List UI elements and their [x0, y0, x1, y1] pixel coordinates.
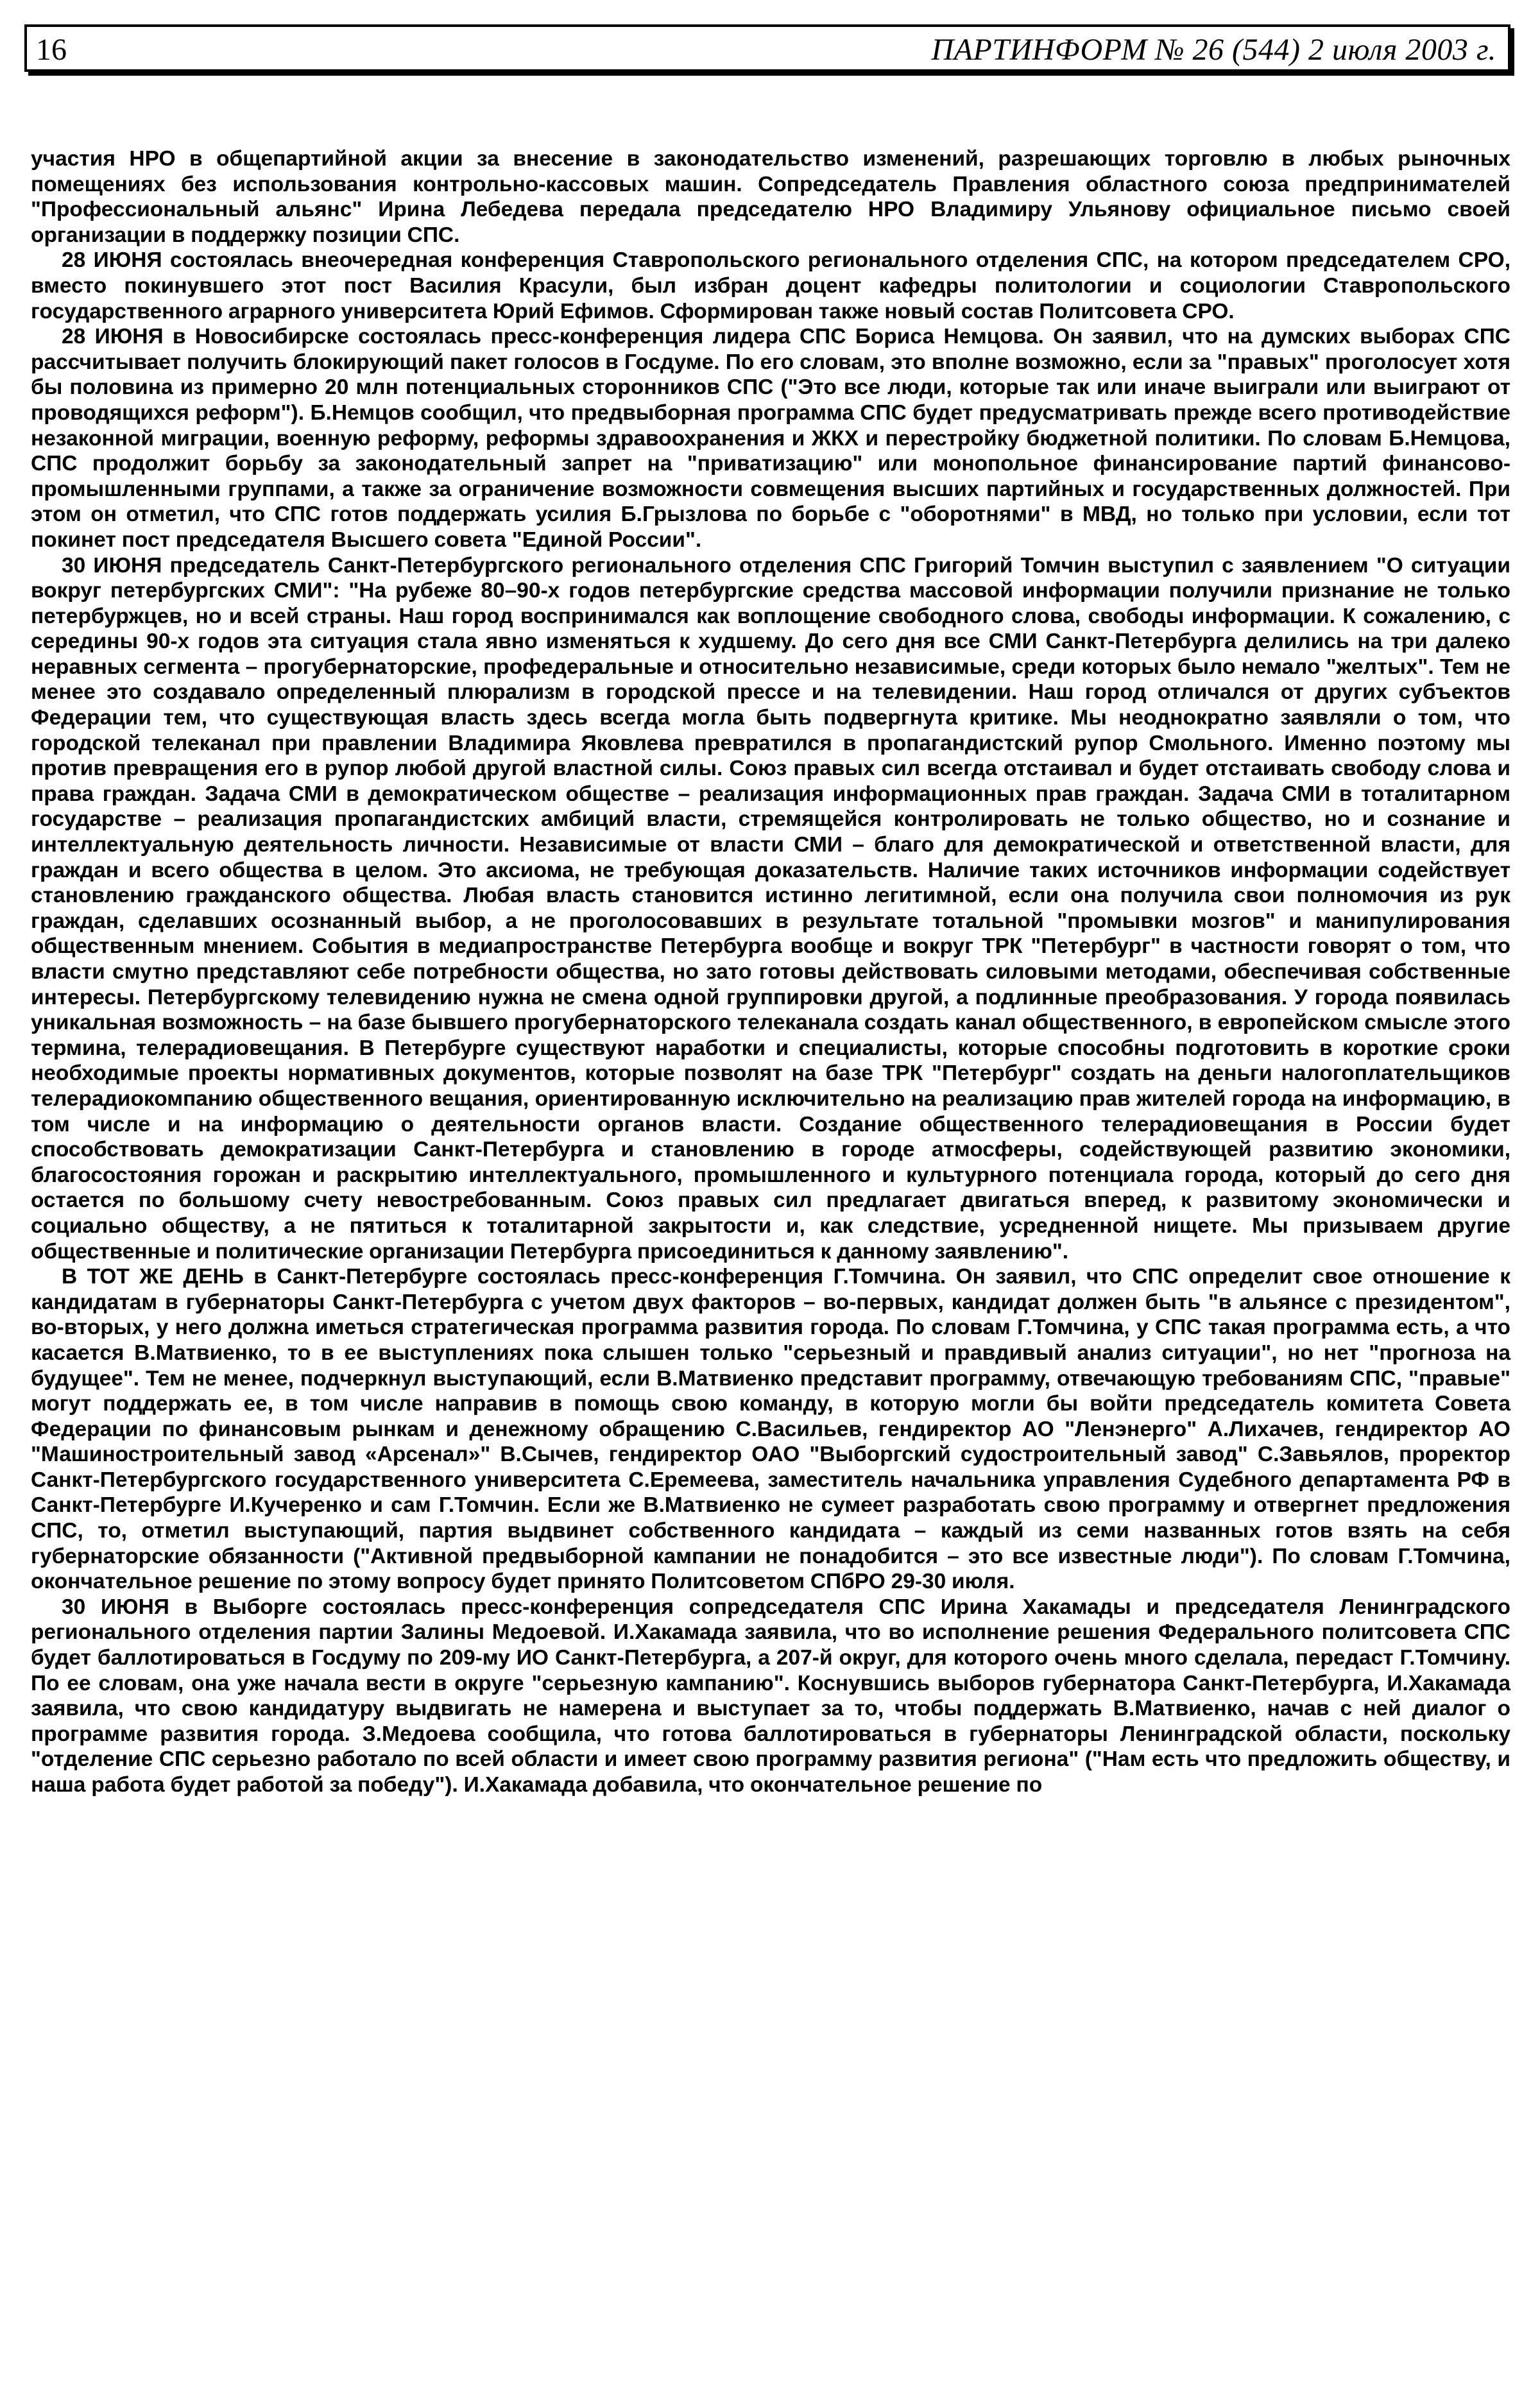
- paragraph-text: в Выборге состоялась пресс-конференция сопредседателя СПС Ирина Хакамады и председателя Ленинградского регионального отделения партии Залины Медоевой. И.Хакамада заявила, что во исполнение решения Федерального политсовета СПС будет баллотироваться в Госдуму по 209-му ИО Санкт-Петербурга, а 207-й округ, для которого очень много сделала, передаст Г.Томчину. По ее словам, она уже начала вести в округе "серьезную кампанию". Коснувшись выборов губернатора Санкт-Петербурга, И.Хакамада заявила, что свою кандидатуру выдвигать не намерена и выступает за то, чтобы поддержать В.Матвиенко, начав с ней диалог о программе развития города. З.Медоева сообщила, что готова баллотироваться в губернаторы Ленинградской области, поскольку "отделение СПС серьезно работало по всей области и имеет свою программу развития региона" ("Нам есть что предложить обществу, и наша работа будет работой за победу"). И.Хакамада добавила, что окончательное решение по: [31, 1595, 1510, 1797]
- paragraph: [31, 324, 1510, 553]
- page-number: 16: [36, 33, 67, 67]
- paragraph-text: председатель Санкт-Петербургского регионального отделения СПС Григорий Томчин выступил с заявлением "О ситуации вокруг петербургских СМИ": "На рубеже 80–90-х годов петербургские средства массовой информации получили признание не только петербуржцев, но и всей страны. Наш город воспринимался как воплощение свободного слова, свободы информации. К сожалению, с середины 90-х годов эта ситуация стала явно изменяться к худшему. До сего дня все СМИ Санкт-Петербурга делились на три далеко неравных сегмента – прогубернаторские, профедеральные и относительно независимые, среди которых было немало "желтых". Тем не менее это создавало определенный плюрализм в городской прессе и на телевидении. Наш город отличался от других субъектов Федерации тем, что существующая власть здесь всегда могла быть подвергнута критике. Мы неоднократно заявляли о том, что городской телеканал при правлении Владимира Яковлева превратился в пропагандистский рупор Смольного. Именно поэтому мы против превращения его в рупор любой другой властной силы. Союз правых сил всегда отстаивал и будет отстаивать свободу слова и права граждан. Задача СМИ в демократическом обществе – реализация информационных прав граждан. Задача СМИ в тоталитарном государстве – реализация пропагандистских амбиций власти, стремящейся контролировать не только общество, но и сознание и интеллектуальную деятельность личности. Независимые от власти СМИ – благо для демократической и ответственной власти, для граждан и всего общества в целом. Это аксиома, не требующая доказательств. Наличие таких источников информации содействует становлению гражданского общества. Любая власть становится истинно легитимной, если она получила свои полномочия из рук граждан, сделавших осознанный выбор, а не проголосовавших в результате тотальной "промывки мозгов" и манипулирования общественным мнением. События в медиапространстве Петербурга вообще и вокруг ТРК "Петербург" в частности говорят о том, что власти смутно представляют себе потребности общества, но зато готовы действовать силовыми методами, обеспечивая собственные интересы. Петербургскому телевидению нужна не смена одной группировки другой, а подлинные преобразования. У города появилась уникальная возможность – на базе бывшего прогубернаторского телеканала создать канал общественного, в европейском смысле этого термина, телерадиовещания. В Петербурге существуют наработки и специалисты, которые способны подготовить в короткие сроки необходимые проекты нормативных документов, которые позволят на базе ТРК "Петербург" создать на деньги налогоплательщиков телерадиокомпанию общественного вещания, ориентированную исключительно на реализацию прав жителей города на информацию, в том числе и на информацию о деятельности органов власти. Создание общественного телерадиовещания в России будет способствовать демократизации Санкт-Петербурга и становлению в городе атмосферы, содействующей развитию экономики, благосостояния горожан и раскрытию интеллектуального, промышленного и культурного потенциала города, который до сего дня остается по большому счету невостребованным. Союз правых сил предлагает двигаться вперед, к развитому экономически и социально обществу, а не пятиться к тоталитарной закрытости и, как следствие, усредненной нищете. Мы призываем другие общественные и политические организации Петербурга присоединиться к данному заявлению".: [31, 553, 1511, 1264]
- paragraph-lead: 28 ИЮНЯ: [62, 248, 162, 273]
- paragraph-lead: 30 ИЮНЯ: [62, 553, 162, 578]
- paragraph-text: в Новосибирске состоялась пресс-конференция лидера СПС Бориса Немцова. Он заявил, что на думских выборах СПС рассчитывает получить блокирующий пакет голосов в Госдуме. По его словам, это вполне возможно, если за "правых" проголосует хотя бы половина из примерно 20 млн потенциальных сторонников СПС ("Это все люди, которые так или иначе выиграли или выиграют от проводящихся реформ"). Б.Немцов сообщил, что предвыборная программа СПС будет предусматривать прежде всего противодействие незаконной миграции, военную реформу, реформы здравоохранения и ЖКХ и перестройку бюджетной политики. По словам Б.Немцова, СПС продолжит борьбу за законодательный запрет на "приватизацию" или монопольное финансирование партий финансово-промышленными группами, а также за ограничение возможности совмещения высших партийных и государственных должностей. При этом он отметил, что СПС готов поддержать усилия Б.Грызлова по борьбе с "оборотнями" в МВД, но только при условии, если тот покинет пост председателя Высшего совета "Единой России".: [31, 325, 1510, 552]
- paragraph-lead: 28 ИЮНЯ: [62, 325, 164, 349]
- paragraph-text: участия НРО в общепартийной акции за внесение в законодательство изменений, разрешающих торговлю в любых рыночных помещениях без использования контрольно-кассовых машин. Сопредседатель Правления областного союза предпринимателей "Профессиональный альянс" Ирина Лебедева передала председателю НРО Владимиру Ульянову официальное письмо своей организации в поддержку позиции СПС.: [31, 147, 1510, 247]
- page-header: [24, 24, 1510, 72]
- paragraph: [31, 1264, 1510, 1595]
- paragraph-lead: В ТОТ ЖЕ ДЕНЬ: [62, 1265, 244, 1289]
- newspaper-page: [24, 24, 1514, 2360]
- paragraph: [31, 248, 1510, 324]
- paragraph: [31, 146, 1510, 248]
- paragraph-lead: 30 ИЮНЯ: [62, 1595, 169, 1619]
- paragraph: [31, 553, 1510, 1265]
- paragraph-text: состоялась внеочередная конференция Ставропольского регионального отделения СПС, на котором председателем СРО, вместо покинувшего этот пост Василия Красули, был избран доцент кафедры политологии и социологии Ставропольского государственного аграрного университета Юрий Ефимов. Сформирован также новый состав Политсовета СРО.: [31, 248, 1511, 323]
- article-body: [24, 146, 1514, 1798]
- paragraph-text: в Санкт-Петербурге состоялась пресс-конференция Г.Томчина. Он заявил, что СПС определит свое отношение к кандидатам в губернаторы Санкт-Петербурга с учетом двух факторов – во-первых, кандидат должен быть "в альянсе с президентом", во-вторых, у него должна иметься стратегическая программа развития города. По словам Г.Томчина, у СПС такая программа есть, а что касается В.Матвиенко, то в ее выступлениях пока слышен только "серьезный и правдивый анализ ситуации", но нет "прогноза на будущее". Тем не менее, подчеркнул выступающий, если В.Матвиенко представит программу, отвечающую требованиям СПС, "правые" могут поддержать ее, в том числе направив в помощь свою команду, в которую могли бы войти председатель комитета Совета Федерации по финансовым рынкам и денежному обращению С.Васильев, гендиректор АО "Ленэнерго" А.Лихачев, гендиректор АО "Машиностроительный завод «Арсенал»" В.Сычев, гендиректор ОАО "Выборгский судостроительный завод" С.Завьялов, проректор Санкт-Петербургского государственного университета С.Еремеева, заместитель начальника управления Судебного департамента РФ в Санкт-Петербурге И.Кучеренко и сам Г.Томчин. Если же В.Матвиенко не сумеет разработать свою программу и отвергнет предложения СПС, то, отметил выступающий, партия выдвинет собственного кандидата – каждый из семи названных готов взять на себя губернаторские обязанности ("Активной предвыборной кампании не понадобится – это все известные люди"). По словам Г.Томчина, окончательное решение по этому вопросу будет принято Политсоветом СПбРО 29-30 июля.: [31, 1265, 1510, 1594]
- publication-title: ПАРТИНФОРМ № 26 (544) 2 июля 2003 г.: [931, 33, 1496, 67]
- paragraph: [31, 1595, 1510, 1798]
